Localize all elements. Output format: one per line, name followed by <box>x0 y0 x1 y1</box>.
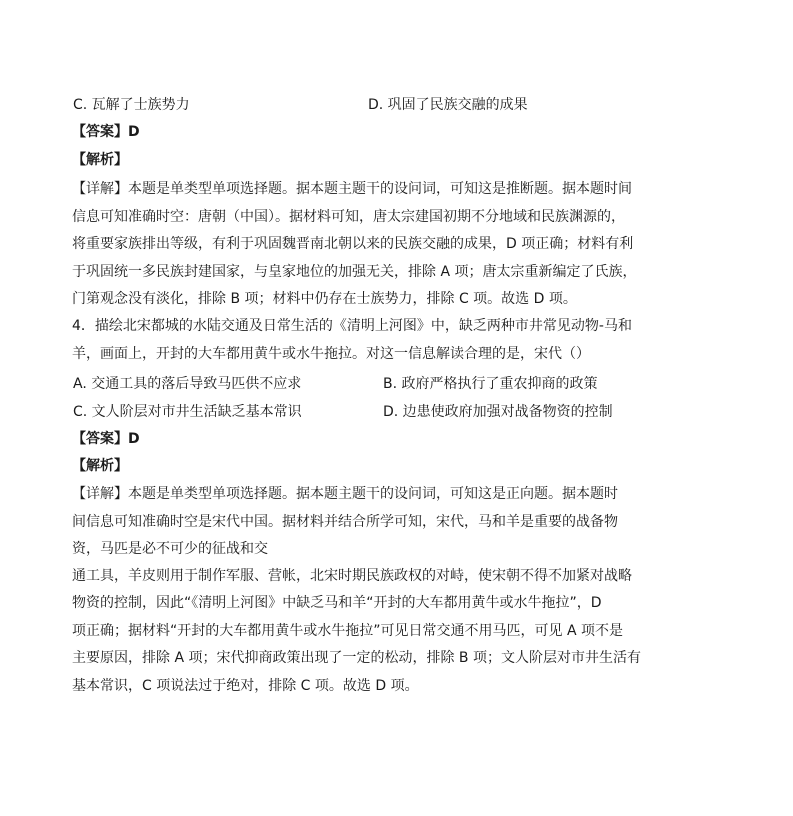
q4-detail-line: 通工具，羊皮则用于制作军服、营帐，北宋时期民族政权的对峙，使宋朝不得不加紧对战略 <box>72 568 632 584</box>
q3-detail-line: 门第观念没有淡化，排除 B 项；材料中仍存在士族势力，排除 C 项。故选 D 项。 <box>72 291 577 307</box>
q3-analysis-label: 【解析】 <box>72 152 128 168</box>
q4-stem-line: 羊，画面上，开封的大车都用黄牛或水牛拖拉。对这一信息解读合理的是，宋代（） <box>72 346 590 362</box>
q4-detail-line: 主要原因，排除 A 项；宋代抑商政策出现了一定的松动，排除 B 项；文人阶层对市井生活有 <box>72 650 641 666</box>
q4-detail-line: 间信息可知准确时空是宋代中国。据材料并结合所学可知，宋代，马和羊是重要的战备物 <box>72 514 618 530</box>
q3-detail-line: 【详解】本题是单类型单项选择题。据本题主题干的设问词，可知这是推断题。据本题时间 <box>72 181 632 197</box>
q4-detail-line: 物资的控制，因此“《清明上河图》中缺乏马和羊“开封的大车都用黄牛或水牛拖拉”，D <box>72 595 602 611</box>
q3-detail-line: 于巩固统一多民族封建国家，与皇家地位的加强无关，排除 A 项；唐太宗重新编定了氏族， <box>72 264 637 280</box>
q3-option-d: D. 巩固了民族交融的成果 <box>368 97 528 113</box>
q4-detail-line: 基本常识，C 项说法过于绝对，排除 C 项。故选 D 项。 <box>72 678 419 694</box>
q3-detail-line: 将重要家族排出等级，有利于巩固魏晋南北朝以来的民族交融的成果，D 项正确；材料有利 <box>72 236 634 252</box>
q4-stem-line: 4．描绘北宋都城的水陆交通及日常生活的《清明上河图》中，缺乏两种市井常见动物-马和 <box>72 318 632 334</box>
q3-detail-line: 信息可知准确时空：唐朝（中国）。据材料可知，唐太宗建国初期不分地域和民族渊源的， <box>72 209 625 225</box>
q4-detail-line: 资，马匹是必不可少的征战和交 <box>72 541 268 557</box>
q4-option-a: A. 交通工具的落后导致马匹供不应求 <box>73 376 302 392</box>
q4-option-c: C. 文人阶层对市井生活缺乏基本常识 <box>73 404 302 420</box>
q3-option-c: C. 瓦解了士族势力 <box>73 97 190 113</box>
q4-detail-line: 【详解】本题是单类型单项选择题。据本题主题干的设问词，可知这是正向题。据本题时 <box>72 486 618 502</box>
q4-option-d: D. 边患使政府加强对战备物资的控制 <box>383 404 613 420</box>
q4-answer: 【答案】D <box>72 431 140 447</box>
q4-analysis-label: 【解析】 <box>72 458 128 474</box>
q3-answer: 【答案】D <box>72 124 140 140</box>
q4-detail-line: 项正确；据材料“开封的大车都用黄牛或水牛拖拉”可见日常交通不用马匹，可见 A 项不是 <box>72 623 623 639</box>
q4-option-b: B. 政府严格执行了重农抑商的政策 <box>383 376 598 392</box>
